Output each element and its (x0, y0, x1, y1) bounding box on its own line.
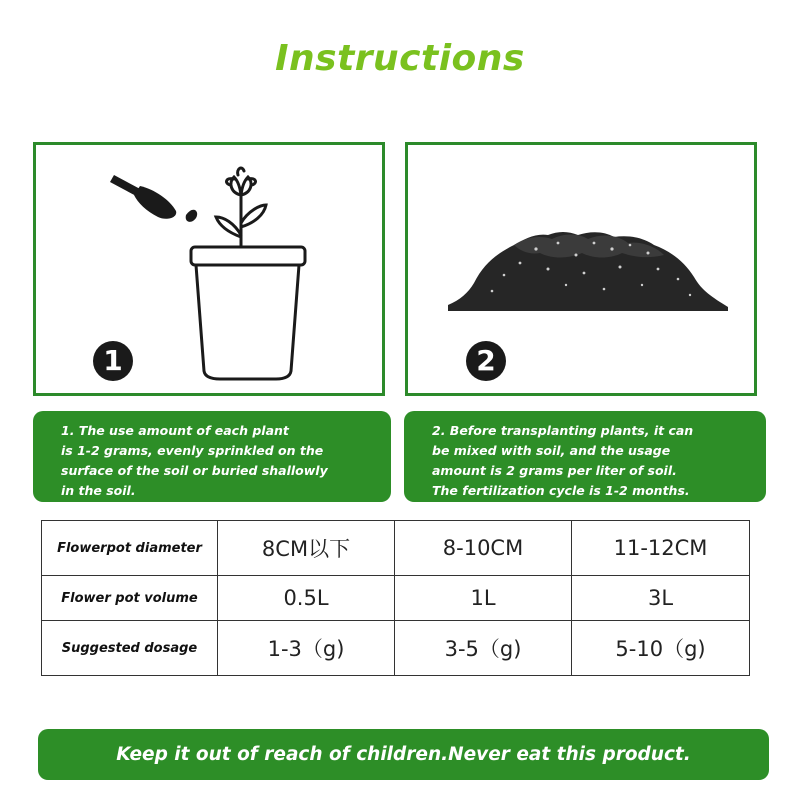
soil-mound-icon (448, 232, 728, 311)
step-1-instruction (33, 411, 391, 502)
shovel-icon (110, 175, 197, 222)
step-1-line: is 1-2 grams, evenly sprinkled on the (61, 443, 324, 458)
step-1-line: 1. The use amount of each plant (61, 423, 289, 438)
step-2-line: 2. Before transplanting plants, it can (432, 423, 694, 438)
table-row (42, 521, 750, 576)
table-cell: 8CM以下 (218, 521, 395, 576)
table-cell: 1-3（g) (218, 621, 395, 676)
row-header-volume: Flower pot volume (42, 576, 218, 621)
flower-pot-icon (191, 247, 305, 379)
table-cell: 3-5（g) (395, 621, 572, 676)
dosage-table (41, 520, 750, 676)
step-1-line: in the soil. (61, 483, 136, 498)
table-cell: 11-12CM (572, 521, 750, 576)
row-header-diameter: Flowerpot diameter (42, 521, 218, 576)
table-cell: 5-10（g) (572, 621, 750, 676)
step-1-badge: 1 (93, 341, 133, 381)
flower-sprout-icon (216, 168, 266, 247)
step-1-line: surface of the soil or buried shallowly (61, 463, 328, 478)
table-row (42, 621, 750, 676)
step-2-line: be mixed with soil, and the usage (432, 443, 671, 458)
step-2-badge: 2 (466, 341, 506, 381)
step-1-illustration-panel (33, 142, 385, 396)
table-cell: 0.5L (218, 576, 395, 621)
table-cell: 1L (395, 576, 572, 621)
page-title: Instructions (275, 38, 525, 79)
step-2-instruction (404, 411, 766, 502)
step-2-illustration-panel (405, 142, 757, 396)
table-cell: 3L (572, 576, 750, 621)
table-row (42, 576, 750, 621)
safety-warning-banner: Keep it out of reach of children.Never eat this product. (38, 729, 769, 780)
row-header-dosage: Suggested dosage (42, 621, 218, 676)
step-2-line: The fertilization cycle is 1-2 months. (432, 483, 690, 498)
step-2-line: amount is 2 grams per liter of soil. (432, 463, 677, 478)
table-cell: 8-10CM (395, 521, 572, 576)
